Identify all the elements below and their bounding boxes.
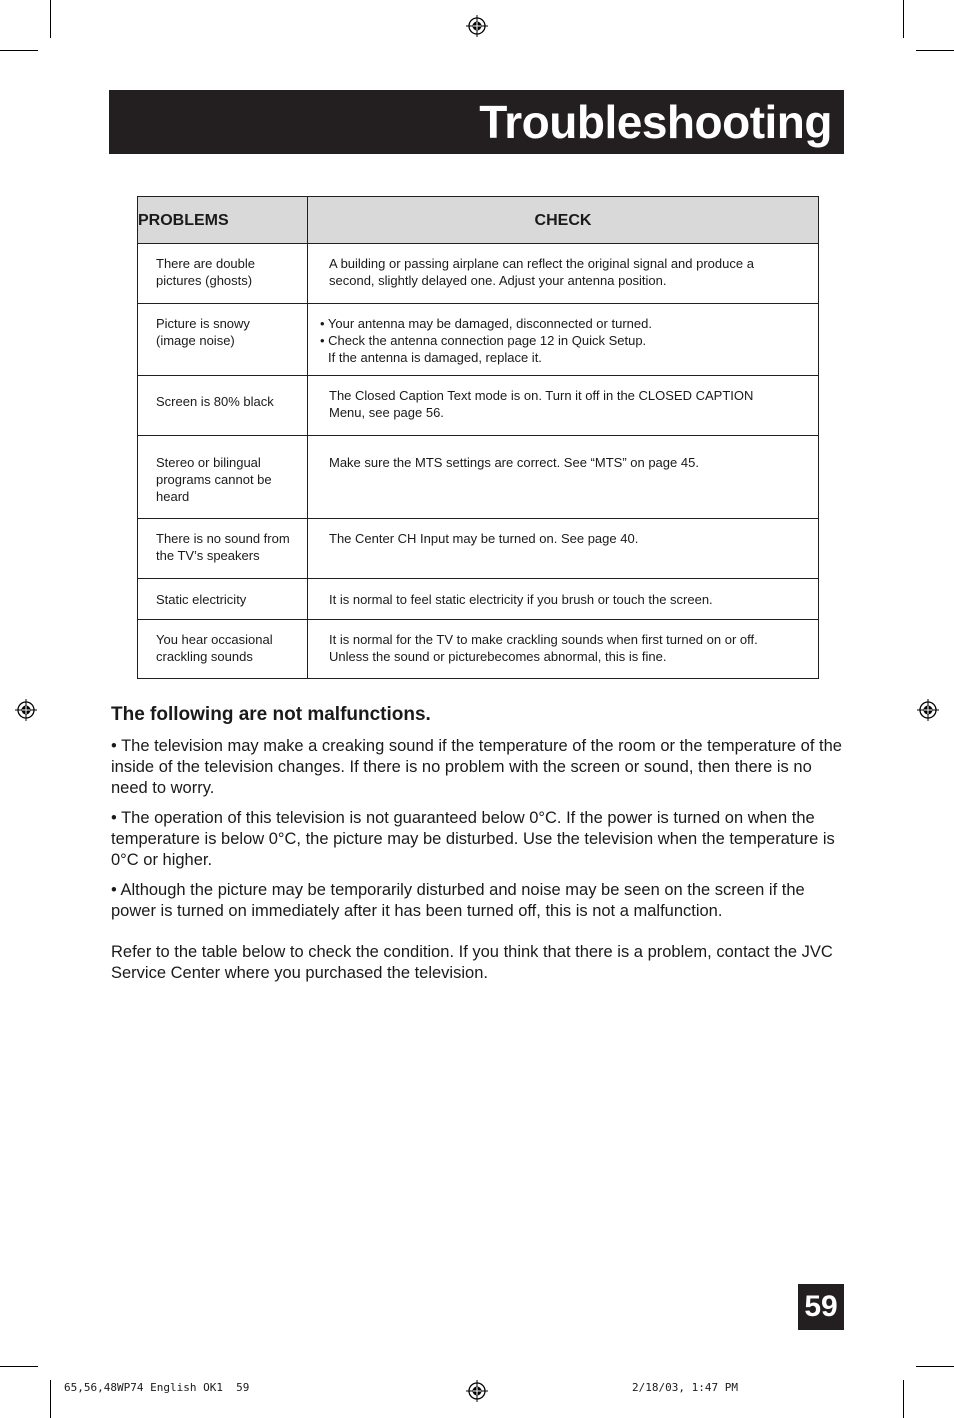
problem-text: the TV’s speakers xyxy=(156,548,260,563)
check-text: second, slightly delayed one. Adjust your antenna position. xyxy=(329,273,667,288)
footer-datetime: 2/18/03, 1:47 PM xyxy=(632,1381,738,1394)
problem-cell xyxy=(138,244,308,304)
problem-text: You hear occasional xyxy=(156,632,273,647)
registration-mark-icon xyxy=(15,699,37,721)
check-text: Menu, see page 56. xyxy=(329,405,444,420)
table-row xyxy=(138,376,819,436)
check-text: • Your antenna may be damaged, disconnected or turned. xyxy=(320,316,652,331)
check-cell xyxy=(308,620,819,679)
registration-mark-icon xyxy=(466,1380,488,1402)
check-cell xyxy=(308,304,819,376)
check-cell xyxy=(308,436,819,519)
table-row xyxy=(138,519,819,579)
bullet-paragraph: • The television may make a creaking sound if the temperature of the room or the temperature of the inside of the television changes. If there is no problem with the screen or sound, then there is no need to worry. xyxy=(111,737,842,797)
problem-text: There are double xyxy=(156,256,256,271)
crop-mark xyxy=(50,1380,51,1418)
problem-text: Picture is snowy xyxy=(156,316,250,331)
check-text: If the antenna is damaged, replace it. xyxy=(328,350,542,365)
check-cell xyxy=(308,376,819,436)
problem-cell xyxy=(138,304,308,376)
problem-text: pictures (ghosts) xyxy=(156,273,253,288)
crop-mark xyxy=(903,1380,904,1418)
problem-text: There is no sound from xyxy=(156,531,290,546)
registration-mark-icon xyxy=(466,15,488,37)
table-header-row xyxy=(138,197,819,244)
table-row xyxy=(138,244,819,304)
problem-text: Static electricity xyxy=(156,592,247,607)
table-row xyxy=(138,620,819,679)
not-malfunctions-section xyxy=(111,703,846,993)
check-text: It is normal to feel static electricity if you brush or touch the screen. xyxy=(329,592,713,607)
check-text: Unless the sound or picturebecomes abnormal, this is fine. xyxy=(329,649,667,664)
refer-paragraph: Refer to the table below to check the condition. If you think that there is a problem, contact the JVC Service Center where you purchased the television. xyxy=(111,943,833,982)
column-header-check: CHECK xyxy=(308,197,819,244)
column-header-problems: PROBLEMS xyxy=(138,197,308,244)
crop-mark xyxy=(916,50,954,51)
bullet-paragraph: • Although the picture may be temporarily disturbed and noise may be seen on the screen if the power is turned on immediately after it has been turned off, this is not a malfunction. xyxy=(111,881,805,920)
check-cell xyxy=(308,519,819,579)
problem-text: Screen is 80% black xyxy=(156,394,274,409)
header-bar xyxy=(109,90,844,154)
problem-cell xyxy=(138,519,308,579)
problem-text: heard xyxy=(156,489,190,504)
page-title: Troubleshooting xyxy=(479,96,832,148)
problem-text: crackling sounds xyxy=(156,649,253,664)
check-text: A building or passing airplane can reflect the original signal and produce a xyxy=(329,256,754,271)
crop-mark xyxy=(50,0,51,38)
bullet-paragraph: • The operation of this television is not guaranteed below 0°C. If the power is turned on when the temperature is below 0°C, the picture may be disturbed. Use the television when the temperature is 0°C or higher. xyxy=(111,809,835,869)
problem-cell xyxy=(138,620,308,679)
check-text: • Check the antenna connection page 12 in Quick Setup. xyxy=(320,333,647,348)
footer-file-info: 65,56,48WP74 English OK1 59 xyxy=(64,1381,250,1394)
crop-mark xyxy=(0,1366,38,1367)
table-row xyxy=(138,304,819,376)
problem-text: Stereo or bilingual xyxy=(156,455,261,470)
page-number: 59 xyxy=(798,1284,844,1330)
check-cell xyxy=(308,579,819,620)
check-cell xyxy=(308,244,819,304)
problem-text: (image noise) xyxy=(156,333,235,348)
check-text: Make sure the MTS settings are correct. See “MTS” on page 45. xyxy=(329,455,699,470)
registration-mark-icon xyxy=(917,699,939,721)
table-row xyxy=(138,436,819,519)
problem-text: programs cannot be xyxy=(156,472,272,487)
problem-cell xyxy=(138,579,308,620)
crop-mark xyxy=(903,0,904,38)
section-heading: The following are not malfunctions. xyxy=(111,704,431,725)
crop-mark xyxy=(0,50,38,51)
check-text: The Center CH Input may be turned on. See page 40. xyxy=(329,531,639,546)
problem-cell xyxy=(138,436,308,519)
crop-mark xyxy=(916,1366,954,1367)
troubleshooting-table xyxy=(137,196,819,679)
problem-cell xyxy=(138,376,308,436)
check-text: The Closed Caption Text mode is on. Turn it off in the CLOSED CAPTION xyxy=(329,388,754,403)
check-text: It is normal for the TV to make crackling sounds when first turned on or off. xyxy=(329,632,758,647)
table-row xyxy=(138,579,819,620)
